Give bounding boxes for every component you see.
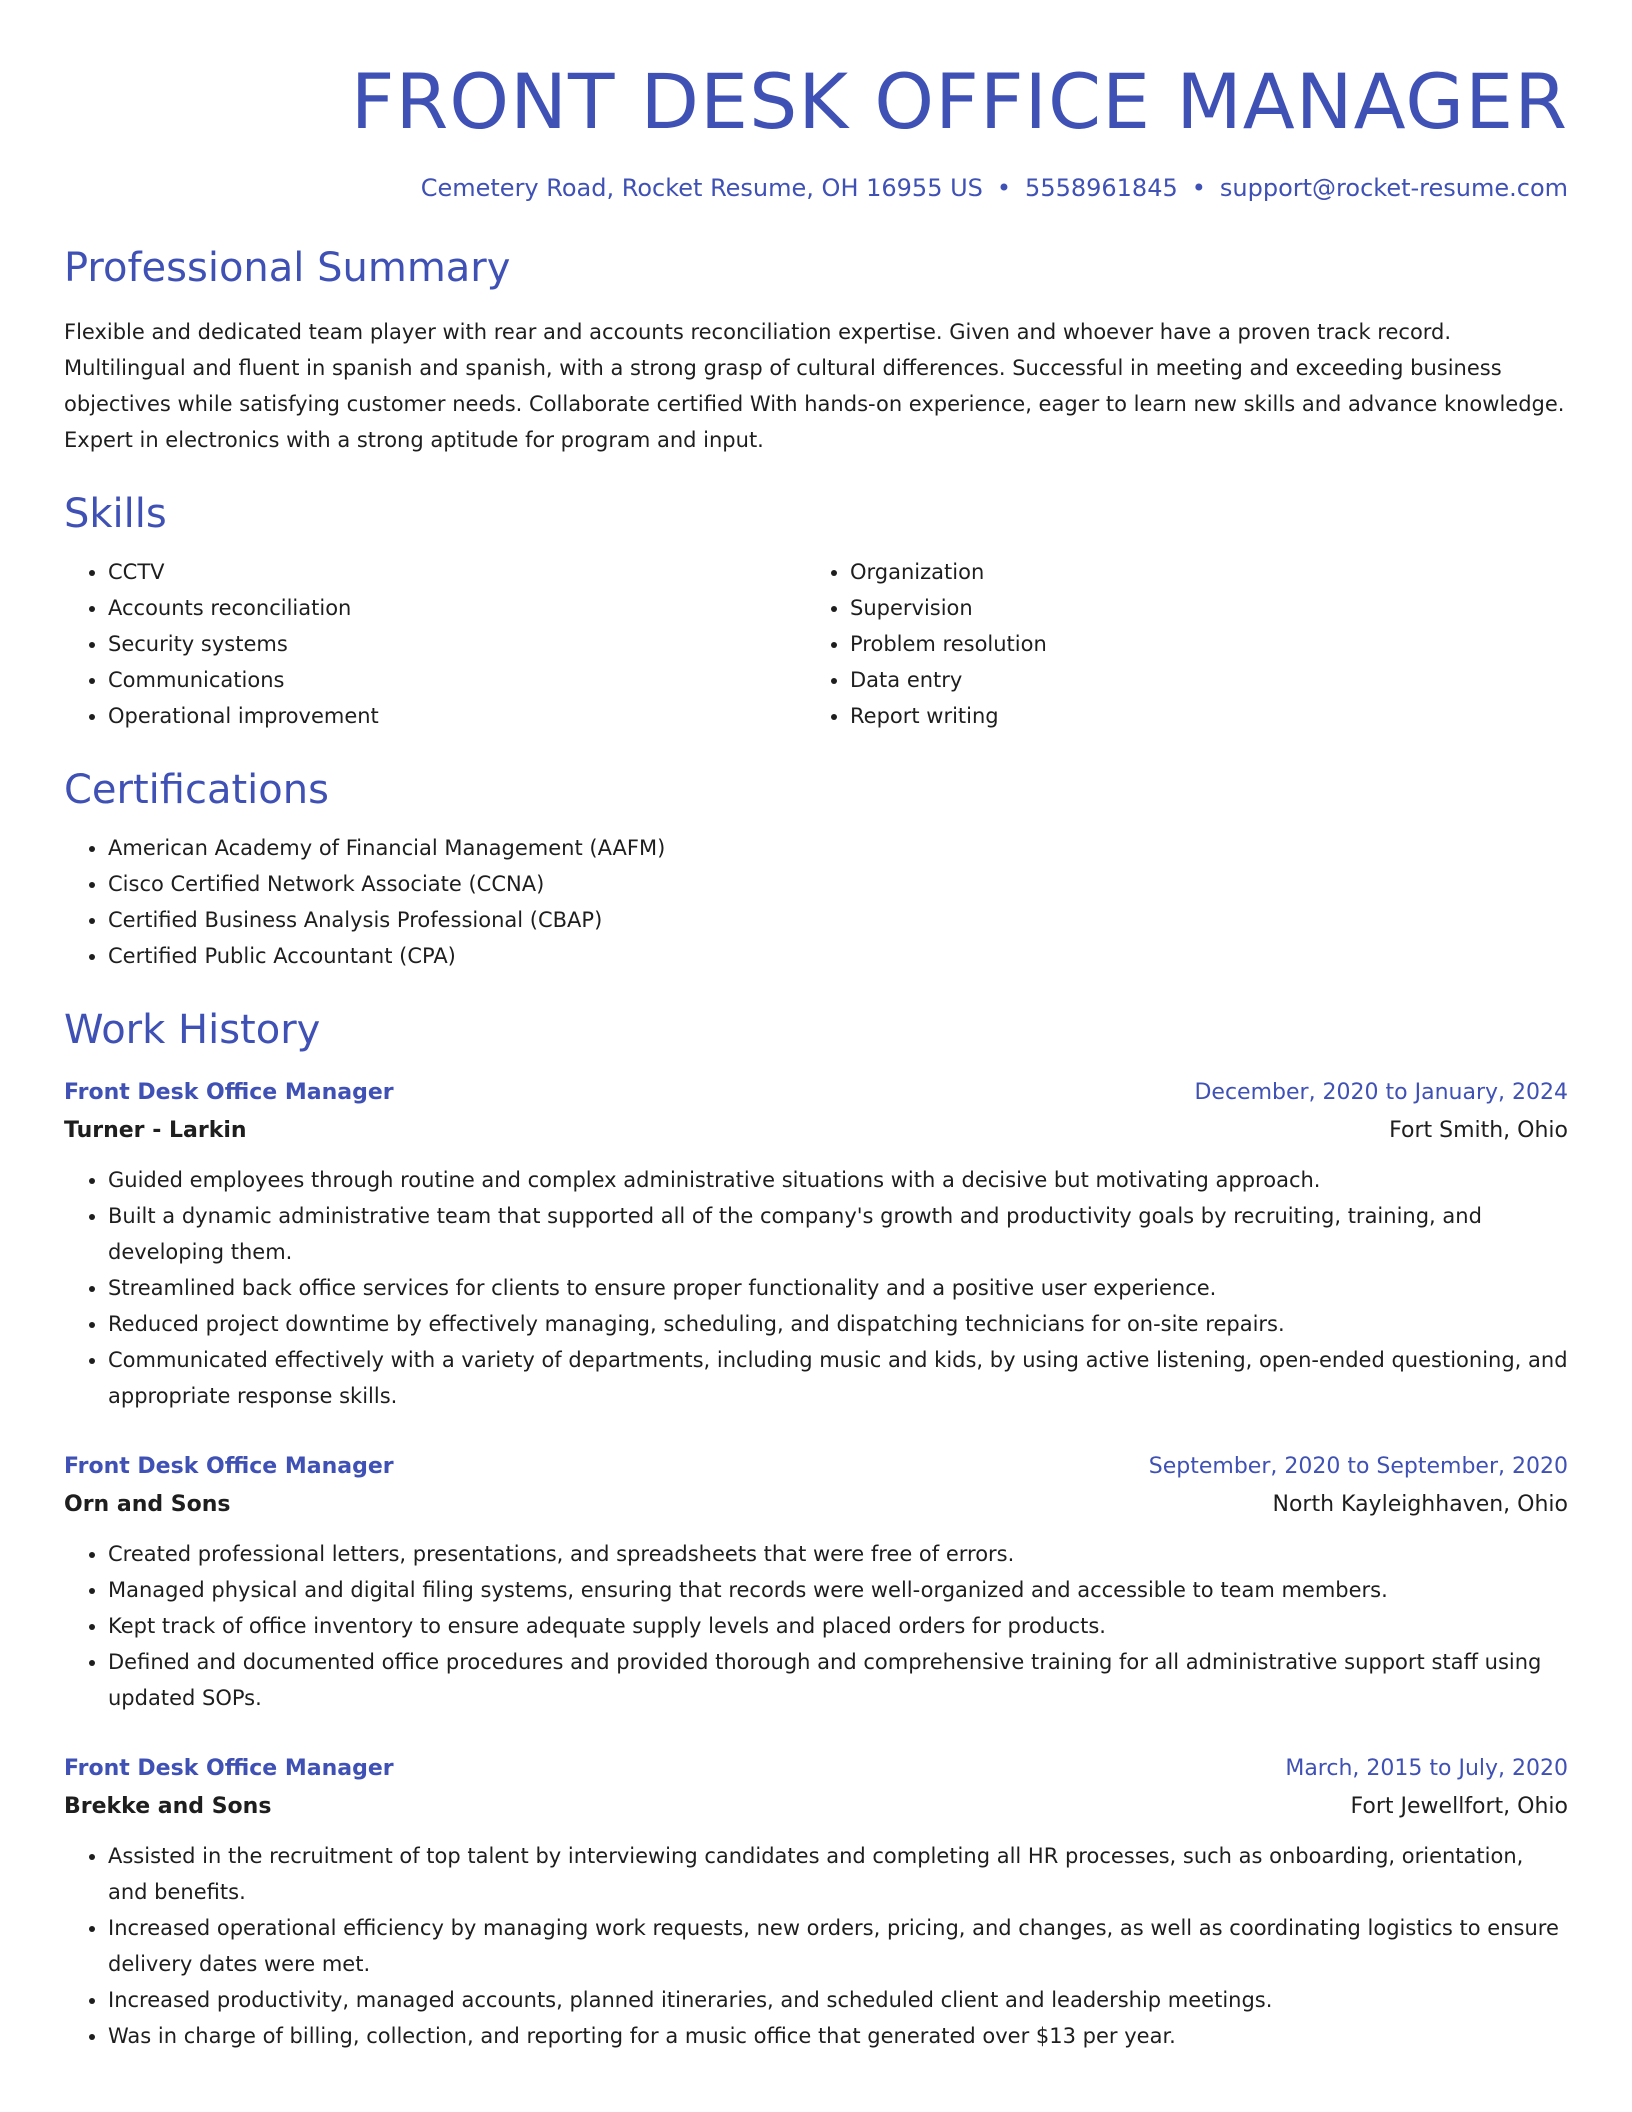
skill-item: • Communications — [108, 662, 806, 698]
contact-separator: • — [1191, 174, 1206, 202]
job-bullet: • Increased productivity, managed accounts, planned itineraries, and scheduled client and leadership meetings. — [108, 1982, 1568, 2018]
job-bullet: • Reduced project downtime by effectively managing, scheduling, and dispatching technicians for on-site repairs. — [108, 1306, 1568, 1342]
job-bullets — [64, 1838, 1568, 2054]
skills-list-right — [806, 554, 1548, 734]
skills-grid — [64, 554, 1568, 734]
job-bullet: • Assisted in the recruitment of top talent by interviewing candidates and completing all HR processes, such as onboarding, orientation, and benefits. — [108, 1838, 1568, 1910]
job-location: Fort Smith, Ohio — [1389, 1118, 1568, 1143]
skills-list-left — [64, 554, 806, 734]
job-location: Fort Jewellfort, Ohio — [1350, 1794, 1568, 1819]
certifications-list — [64, 830, 1568, 974]
job-company: Orn and Sons — [64, 1492, 231, 1517]
job-title: Front Desk Office Manager — [64, 1080, 394, 1105]
skill-item: • Supervision — [850, 590, 1548, 626]
work-history-heading: Work History — [64, 1007, 321, 1053]
job-location: North Kayleighhaven, Ohio — [1272, 1492, 1568, 1517]
job-bullet: • Defined and documented office procedures and provided thorough and comprehensive training for all administrative support staff using updated SOPs. — [108, 1644, 1568, 1716]
skills-heading: Skills — [64, 491, 167, 537]
job-header-row — [64, 1074, 1568, 1112]
skill-item: • Security systems — [108, 626, 806, 662]
skill-item: • Data entry — [850, 662, 1548, 698]
job-company-row — [64, 1112, 1568, 1150]
job-bullet: • Guided employees through routine and complex administrative situations with a decisive but motivating approach. — [108, 1162, 1568, 1198]
job-company-row — [64, 1486, 1568, 1524]
contact-line — [64, 174, 1568, 202]
job-bullet: • Increased operational efficiency by managing work requests, new orders, pricing, and changes, as well as coordinating logistics to ensure delivery dates were met. — [108, 1910, 1568, 1982]
skill-item: • Organization — [850, 554, 1548, 590]
skills-column-left — [64, 554, 806, 734]
contact-phone: 5558961845 — [1025, 174, 1178, 202]
job-bullet: • Built a dynamic administrative team that supported all of the company's growth and productivity goals by recruiting, training, and developing them. — [108, 1198, 1568, 1270]
job-bullet: • Streamlined back office services for clients to ensure proper functionality and a positive user experience. — [108, 1270, 1568, 1306]
certification-item: • Certified Public Accountant (CPA) — [108, 938, 1568, 974]
job-bullet: • Kept track of office inventory to ensure adequate supply levels and placed orders for products. — [108, 1608, 1568, 1644]
job-bullet: • Was in charge of billing, collection, and reporting for a music office that generated over $13 per year. — [108, 2018, 1568, 2054]
job-title: Front Desk Office Manager — [64, 1756, 394, 1781]
job-dates: December, 2020 to January, 2024 — [1194, 1080, 1568, 1105]
page-title: FRONT DESK OFFICE MANAGER — [350, 57, 1568, 146]
job-bullet: • Managed physical and digital filing systems, ensuring that records were well-organized and accessible to team members. — [108, 1572, 1568, 1608]
certification-item: • Cisco Certified Network Associate (CCNA) — [108, 866, 1568, 902]
skill-item: • Report writing — [850, 698, 1548, 734]
job-bullet: • Communicated effectively with a variety of departments, including music and kids, by using active listening, open-ended questioning, and appropriate response skills. — [108, 1342, 1568, 1414]
certification-item: • American Academy of Financial Management (AAFM) — [108, 830, 1568, 866]
contact-email: support@rocket-resume.com — [1219, 174, 1568, 202]
job-entry — [64, 1750, 1568, 2054]
job-entry — [64, 1448, 1568, 1716]
job-bullets — [64, 1162, 1568, 1414]
summary-text: Flexible and dedicated team player with rear and accounts reconciliation expertise. Given and whoever have a proven track record. Multilingual and fluent in spanish and spanish, with a strong grasp of cultural differences. Successful in meeting and exceeding business objectives while satisfying customer needs. Collaborate certified With hands-on experience, eager to learn new skills and advance knowledge. Expert in electronics with a strong aptitude for program and input. — [64, 320, 1565, 452]
job-entry — [64, 1074, 1568, 1414]
job-dates: September, 2020 to September, 2020 — [1148, 1454, 1568, 1479]
job-header-row — [64, 1448, 1568, 1486]
contact-address: Cemetery Road, Rocket Resume, OH 16955 US — [420, 174, 983, 202]
skill-item: • CCTV — [108, 554, 806, 590]
job-title: Front Desk Office Manager — [64, 1454, 394, 1479]
job-bullets — [64, 1536, 1568, 1716]
certifications-heading: Certifications — [64, 767, 329, 813]
contact-separator: • — [996, 174, 1012, 202]
certification-item: • Certified Business Analysis Professional (CBAP) — [108, 902, 1568, 938]
job-bullet: • Created professional letters, presentations, and spreadsheets that were free of errors. — [108, 1536, 1568, 1572]
skill-item: • Problem resolution — [850, 626, 1548, 662]
skill-item: • Accounts reconciliation — [108, 590, 806, 626]
skills-column-right — [806, 554, 1548, 734]
job-company: Brekke and Sons — [64, 1794, 272, 1819]
summary-heading: Professional Summary — [64, 245, 511, 291]
job-company-row — [64, 1788, 1568, 1826]
skill-item: • Operational improvement — [108, 698, 806, 734]
job-dates: March, 2015 to July, 2020 — [1285, 1756, 1568, 1781]
job-company: Turner - Larkin — [64, 1118, 247, 1143]
job-header-row — [64, 1750, 1568, 1788]
